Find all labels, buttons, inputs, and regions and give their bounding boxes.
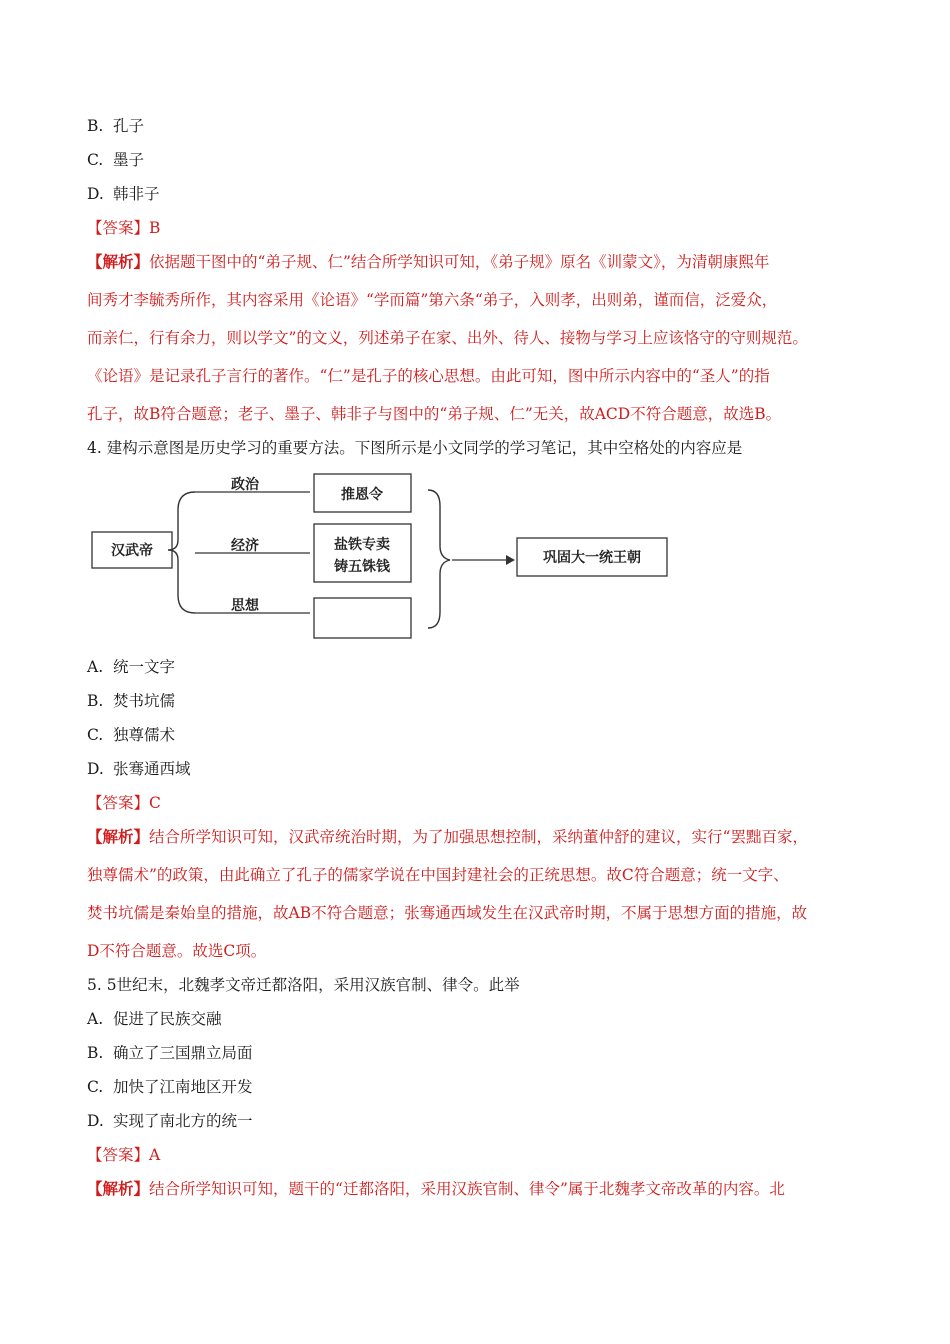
q4-option-c: C. 独尊儒术 <box>87 726 176 744</box>
q3-analysis-line: 间秀才李毓秀所作，其内容采用《论语》“学而篇”第六条“弟子，入则孝，出则弟，谨而信，泛爱众， <box>87 291 778 309</box>
q4-answer: 【答案】C <box>87 794 161 812</box>
q4-option-b: B. 焚书坑儒 <box>87 692 176 710</box>
q5-stem: 5. 5世纪末，北魏孝文帝迁都洛阳，采用汉族官制、律令。此举 <box>87 976 520 994</box>
q5-answer: 【答案】A <box>87 1146 161 1164</box>
content-box-thought-blank <box>314 598 411 638</box>
arrow-head-icon <box>506 555 515 565</box>
branch-label-economy: 经济 <box>231 538 259 554</box>
q4-option-a: A. 统一文字 <box>87 658 176 676</box>
right-brace <box>428 490 450 628</box>
content-economy-2: 铸五铢钱 <box>334 559 390 575</box>
q4-analysis-line: 独尊儒术”的政策，由此确立了孔子的儒家学说在中国封建社会的正统思想。故C符合题意；统一文字、 <box>87 866 789 884</box>
root-label: 汉武帝 <box>111 543 153 559</box>
q4-analysis-line: D不符合题意。故选C项。 <box>87 942 267 960</box>
q5-option-d: D. 实现了南北方的统一 <box>87 1112 253 1130</box>
q3-option-c: C. 墨子 <box>87 151 145 169</box>
q3-analysis-line: 《论语》是记录孔子言行的著作。“仁”是孔子的核心思想。由此可知，图中所示内容中的“圣人”的指 <box>87 367 770 385</box>
q4-analysis-line: 【解析】结合所学知识可知，汉武帝统治时期，为了加强思想控制，采纳董仲舒的建议，实行“罢黜百家， <box>87 827 808 846</box>
q4-concept-diagram <box>88 470 678 645</box>
q3-answer: 【答案】B <box>87 219 161 237</box>
q3-analysis-line: 而亲仁，行有余力，则以学文”的文义，列述弟子在家、出外、待人、接物与学习上应该恪守的守则规范。 <box>87 329 808 347</box>
q5-option-b: B. 确立了三国鼎立局面 <box>87 1044 253 1062</box>
q3-analysis-line: 孔子，故B符合题意；老子、墨子、韩非子与图中的“弟子规、仁”无关，故ACD不符合题意，故选B。 <box>87 405 782 423</box>
q3-option-b: B. 孔子 <box>87 117 145 135</box>
result-label: 巩固大一统王朝 <box>543 550 641 566</box>
q3-option-d: D. 韩非子 <box>87 185 160 203</box>
q5-option-a: A. 促进了民族交融 <box>87 1010 222 1028</box>
q4-option-d: D. 张骞通西域 <box>87 760 191 778</box>
branch-label-politics: 政治 <box>231 477 259 493</box>
q5-option-c: C. 加快了江南地区开发 <box>87 1078 253 1096</box>
q3-analysis-line: 【解析】依据题干图中的“弟子规、仁”结合所学知识可知，《弟子规》原名《训蒙文》，为清朝康熙年 <box>87 252 770 271</box>
content-economy-1: 盐铁专卖 <box>334 537 390 553</box>
branch-label-thought: 思想 <box>231 598 259 614</box>
analysis-tag: 【解析】 <box>87 1179 150 1198</box>
analysis-tag: 【解析】 <box>87 252 150 271</box>
content-politics: 推恩令 <box>341 487 383 503</box>
q5-analysis-line: 【解析】结合所学知识可知，题干的“迁都洛阳，采用汉族官制、律令”属于北魏孝文帝改革的内容。北 <box>87 1179 785 1198</box>
analysis-tag: 【解析】 <box>87 827 150 846</box>
q4-analysis-line: 焚书坑儒是秦始皇的措施，故AB不符合题意；张骞通西域发生在汉武帝时期，不属于思想方面的措施，故 <box>87 904 808 922</box>
q4-stem: 4. 建构示意图是历史学习的重要方法。下图所示是小文同学的学习笔记，其中空格处的内容应是 <box>87 439 743 457</box>
